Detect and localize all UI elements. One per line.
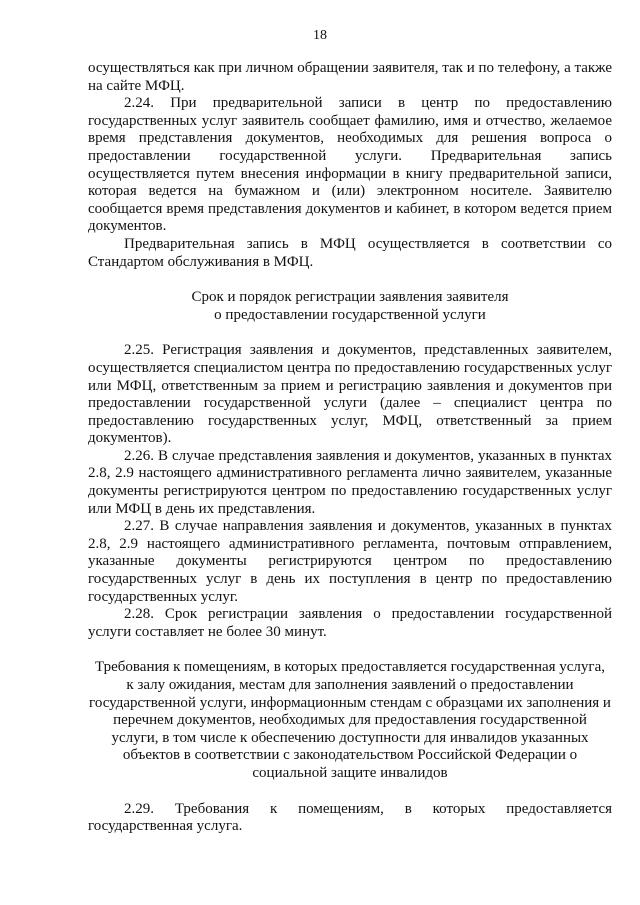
heading-line: объектов в соответствии с законодательством Российской Федерации о bbox=[122, 747, 578, 764]
heading-line: к залу ожидания, местам для заполнения заявлений о предоставлении bbox=[126, 677, 574, 693]
document-body bbox=[88, 60, 612, 836]
paragraph-mfc-booking: Предварительная запись в МФЦ осуществляется в соответствии со Стандартом обслуживания в МФЦ. bbox=[88, 235, 612, 270]
page-number: 18 bbox=[313, 28, 327, 43]
paragraph-2-26: 2.26. В случае представления заявления и документов, указанных в пунктах 2.8, 2.9 настоящего административного регламента лично заявителем, указанные документы регистрируются центром по предоставлению государственных услуг или МФЦ в день их представления. bbox=[88, 447, 612, 517]
heading-line: услуги, в том числе к обеспечению доступности для инвалидов указанных bbox=[111, 729, 589, 746]
heading-line: Требования к помещениям, в которых предоставляется государственная услуга, bbox=[95, 659, 605, 676]
paragraph-2-29: 2.29. Требования к помещениям, в которых предоставляется государственная услуга. bbox=[88, 800, 612, 835]
section-heading-premises bbox=[88, 659, 612, 782]
paragraph-continuation: осуществляться как при личном обращении заявителя, так и по телефону, а также на сайте МФЦ. bbox=[88, 60, 612, 94]
heading-line: социальной защите инвалидов bbox=[252, 764, 448, 781]
paragraph-2-25: 2.25. Регистрация заявления и документов, представленных заявителем, осуществляется специалистом центра по предоставлению государственных услуг или МФЦ, ответственным за прием и регистрацию заявления и документов при предоставлении государственной услуги (далее – специалист центра по предоставлению государственных услуг, МФЦ, ответственный за прием документов). bbox=[88, 342, 612, 447]
heading-line: государственной услуги, информационным стендам с образцами их заполнения и bbox=[89, 694, 611, 711]
heading-line: перечнем документов, необходимых для предоставления государственной bbox=[113, 712, 587, 729]
heading-line: о предоставлении государственной услуги bbox=[214, 306, 486, 323]
paragraph-2-28: 2.28. Срок регистрации заявления о предоставлении государственной услуги составляет не более 30 минут. bbox=[88, 606, 612, 640]
paragraph-2-27: 2.27. В случае направления заявления и документов, указанных в пунктах 2.8, 2.9 настоящего административного регламента, почтовым отправлением, указанные документы регистрируются центром по предоставлению государственных услуг в день их поступления в центр по предоставлению государственных услуг. bbox=[88, 518, 612, 605]
section-heading-registration bbox=[88, 289, 612, 324]
heading-line: Срок и порядок регистрации заявления заявителя bbox=[191, 289, 509, 306]
paragraph-2-24: 2.24. При предварительной записи в центр по предоставлению государственных услуг заявитель сообщает фамилию, имя и отчество, желаемое время представления документов, необходимых для решения вопроса о предоставлении государственной услуги. Предварительная запись осуществляется путем внесения информации в книгу предварительной записи, которая ведется на бумажном и (или) электронном носителе. Заявителю сообщается время представления документов и кабинет, в котором ведется прием документов. bbox=[88, 95, 612, 235]
